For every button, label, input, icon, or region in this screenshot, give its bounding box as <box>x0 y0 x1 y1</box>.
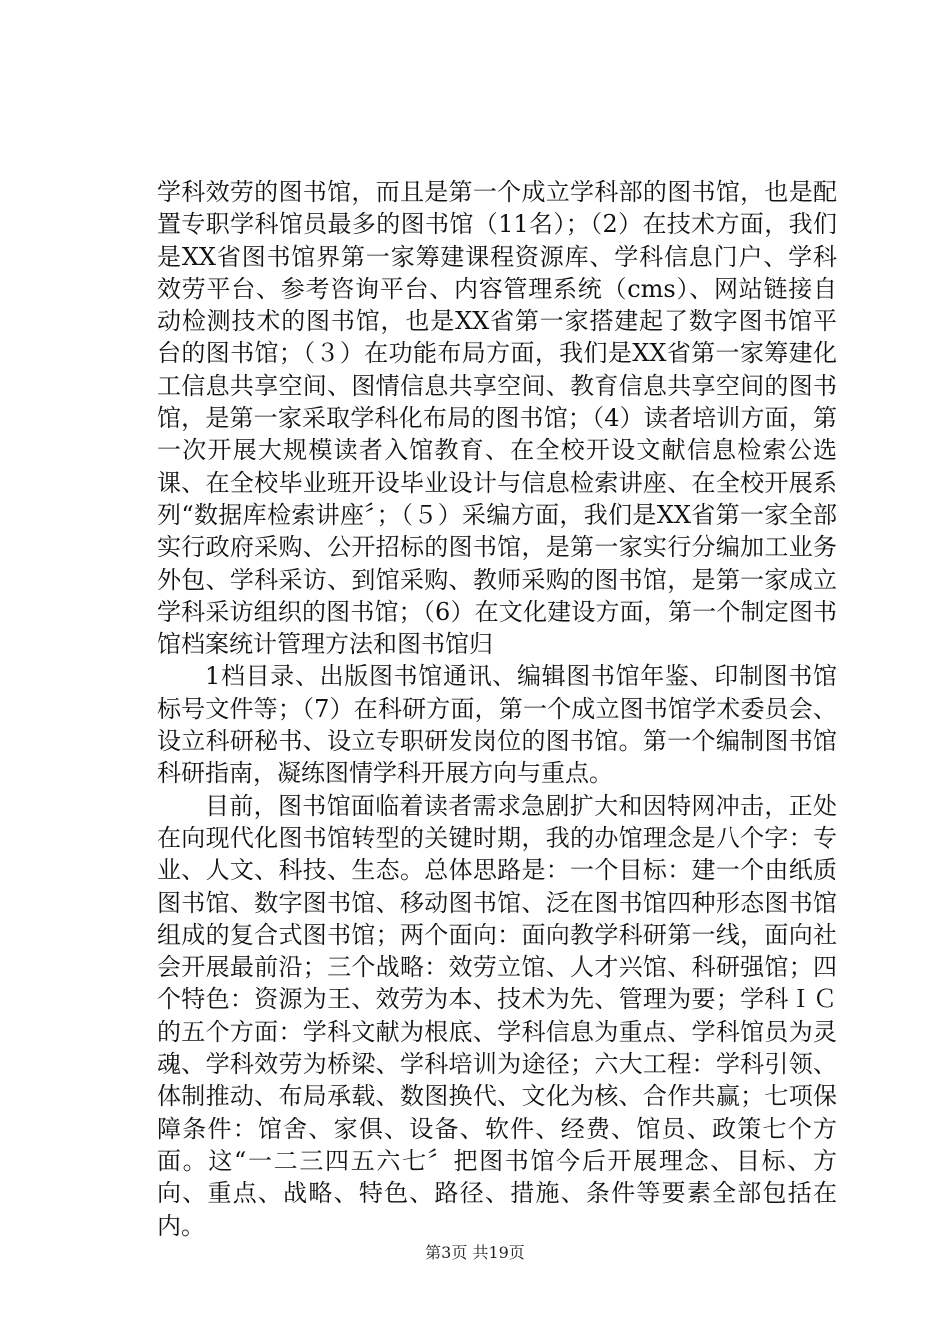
page-footer: 第3页 共19页 <box>425 1243 525 1262</box>
paragraph-philosophy: 目前，图书馆面临着读者需求急剧扩大和因特网冲击，正处在向现代化图书馆转型的关键时期，我的办馆理念是八个字：专业、人文、科技、生态。总体思路是：一个目标：建一个由纸质图书馆、数字图书馆、移动图书馆、泛在图书馆四种形态图书馆组成的复合式图书馆；两个面向：面向教学科研第一线，面向社会开展最前沿；三个战略：效劳立馆、人才兴馆、科研强馆；四个特色：资源为王、效劳为本、技术为先、管理为要；学科ＩＣ的五个方面：学科文献为根底、学科信息为重点、学科馆员为灵魂、学科效劳为桥梁、学科培训为途径；六大工程：学科引领、体制推动、布局承载、数图换代、文化为核、合作共赢；七项保障条件：馆舍、家俱、设备、软件、经费、馆员、政策七个方面。这“一二三四五六七〞把图书馆今后开展理念、目标、方向、重点、战略、特色、路径、措施、条件等要素全部包括在内。 <box>157 791 837 1240</box>
paragraph-archive: 1档目录、出版图书馆通讯、编辑图书馆年鉴、印制图书馆标号文件等；（7）在科研方面，第一个成立图书馆学术委员会、设立科研秘书、设立专职研发岗位的图书馆。第一个编制图书馆科研指南，凝练图情学科开展方向与重点。 <box>157 662 837 788</box>
paragraph-continuation: 学科效劳的图书馆，而且是第一个成立学科部的图书馆，也是配置专职学科馆员最多的图书馆（11名）；（2）在技术方面，我们是XX省图书馆界第一家筹建课程资源库、学科信息门户、学科效劳平台、参考咨询平台、内容管理系统（cms）、网站链接自动检测技术的图书馆，也是XX省第一家搭建起了数字图书馆平台的图书馆；（３）在功能布局方面，我们是XX省第一家筹建化工信息共享空间、图情信息共享空间、教育信息共享空间的图书馆，是第一家采取学科化布局的图书馆；（4）读者培训方面，第一次开展大规模读者入馆教育、在全校开设文献信息检索公选课、在全校毕业班开设毕业设计与信息检索讲座、在全校开展系列“数据库检索讲座〞；（５）采编方面，我们是XX省第一家全部实行政府采购、公开招标的图书馆，是第一家实行分编加工业务外包、学科采访、到馆采购、教师采购的图书馆，是第一家成立学科采访组织的图书馆；（6）在文化建设方面，第一个制定图书馆档案统计管理方法和图书馆归 <box>157 178 837 659</box>
document-body <box>157 176 837 1242</box>
